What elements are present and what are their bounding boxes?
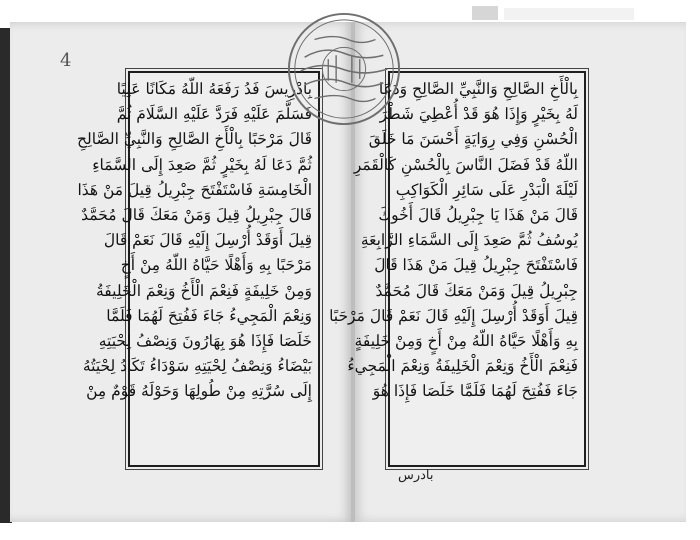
text-line: جَاءَ فَفُتِحَ لَهُمَا فَلَمَّا خَلَصَا فَإِذَا هُوَ xyxy=(372,382,578,401)
text-line: بِهِ وَأَهْلًا حَيَّاهُ اللّهُ مِنْ أَخٍ وَمِنْ خَلِيفَةٍ xyxy=(354,331,578,350)
text-line: الْخَامِسَةِ فَاسْتَفْتَحَ جِبْرِيلُ قِيلَ مَنْ هَذَا xyxy=(77,180,312,199)
text-line: قَالَ مَنْ هَذَا يَا جِبْرِيلُ قَالَ أَخُوكَ xyxy=(378,205,578,224)
text-line: بَيْضَاءُ وَنِصْفُ لِحْيَتِهِ سَوْدَاءُ تَكَادُ لِحْيَتُهُ xyxy=(82,357,312,376)
text-line: قَالَ مَرْحَبًا بِالْأَخِ الصَّالِحِ وَالنَّبِيِّ الصَّالِحِ xyxy=(77,130,312,149)
text-line: لَهُ بِخَيْرٍ وَإِذَا هُوَ قَدْ أُعْطِيَ شَطْرَ xyxy=(379,105,578,124)
text-line: خَلَصَا فَإِذَا هُوَ بِهَارُونَ وَنِصْفُ لِحْيَتِهِ xyxy=(98,331,312,350)
page-tab-strip xyxy=(504,8,634,20)
text-line: وَنِعْمَ الْمَجِيءُ جَاءَ فَفُتِحَ لَهُمَا فَلَمَّا xyxy=(106,306,312,325)
catchword: بادرس xyxy=(398,468,434,483)
text-line: اللّهُ قَدْ فَضَلَ النَّاسَ بِالْحُسْنِ كَالْقَمَرِ xyxy=(353,155,578,174)
text-line: بِالْأَخِ الصَّالِحِ وَالنَّبِيِّ الصَّالِحِ وَدَعَا xyxy=(378,80,578,98)
right-text-block xyxy=(329,73,584,408)
text-line: يُوسُفُ ثُمَّ صَعِدَ إِلَى السَّمَاءِ الرَّابِعَةِ xyxy=(360,231,578,250)
text-line: وَمِنْ خَلِيفَةٍ فَنِعْمَ الْأَخُ وَنِعْمَ الْخَلِيفَةُ xyxy=(96,281,312,300)
page-tab xyxy=(472,6,498,20)
left-text-frame xyxy=(77,71,320,467)
text-line: ثُمَّ دَعَا لَهُ بِخَيْرٍ ثُمَّ صَعِدَ إِلَى السَّمَاءِ xyxy=(92,155,312,174)
text-line: قِيلَ أَوَقَدْ أُرْسِلَ إِلَيْهِ قَالَ نَعَمْ قَالَ xyxy=(103,231,312,250)
text-line: قِيلَ أَوَقَدْ أُرْسِلَ إِلَيْهِ قَالَ نَعَمْ قَالَ مَرْحَبًا xyxy=(329,306,578,325)
text-line: بِادْرِيسَ فَدُ رَفَعَهُ اللّهُ مَكَانًا عَلِيًا xyxy=(116,80,312,98)
text-line: إِلَى سُرَّتِهِ مِنْ طُولِهَا وَحَوْلَهُ قَوْمٌ مِنْ xyxy=(86,382,312,401)
text-line: لَيْلَةَ الْبَدْرِ عَلَى سَائِرِ الْكَوَاكِبِ xyxy=(395,180,578,199)
text-line: الْحُسْنِ وَفِي رِوَايَةٍ أَحْسَنَ مَا خَلَقَ xyxy=(368,130,578,149)
text-line: قَالَ جِبْرِيلُ قِيلَ وَمَنْ مَعَكَ قَالَ مُحَمَّدٌ xyxy=(81,205,312,224)
text-line: فَاسْتَفْتَحَ جِبْرِيلُ قِيلَ مَنْ هَذَا قَالَ xyxy=(374,256,578,275)
text-line: مَرْحَبًا بِهِ وَأَهْلًا حَيَّاهُ اللّهُ مِنْ أَخٍ xyxy=(120,256,312,275)
text-line: فَنِعْمَ الْأَخُ وَنِعْمَ الْخَلِيفَةُ وَنِعْمَ الْمَجِيءُ xyxy=(347,357,578,376)
right-text-frame xyxy=(329,71,586,467)
library-seal-stamp xyxy=(285,10,403,128)
text-line: فَسَلَّمَ عَلَيْهِ فَرَدَّ عَلَيْهِ السَّلَامَ ثُمَّ xyxy=(116,105,312,124)
text-line: جِبْرِيلُ قِيلَ وَمَنْ مَعَكَ قَالَ مُحَمَّدٌ xyxy=(375,281,578,300)
folio-number: 4 xyxy=(60,50,72,71)
